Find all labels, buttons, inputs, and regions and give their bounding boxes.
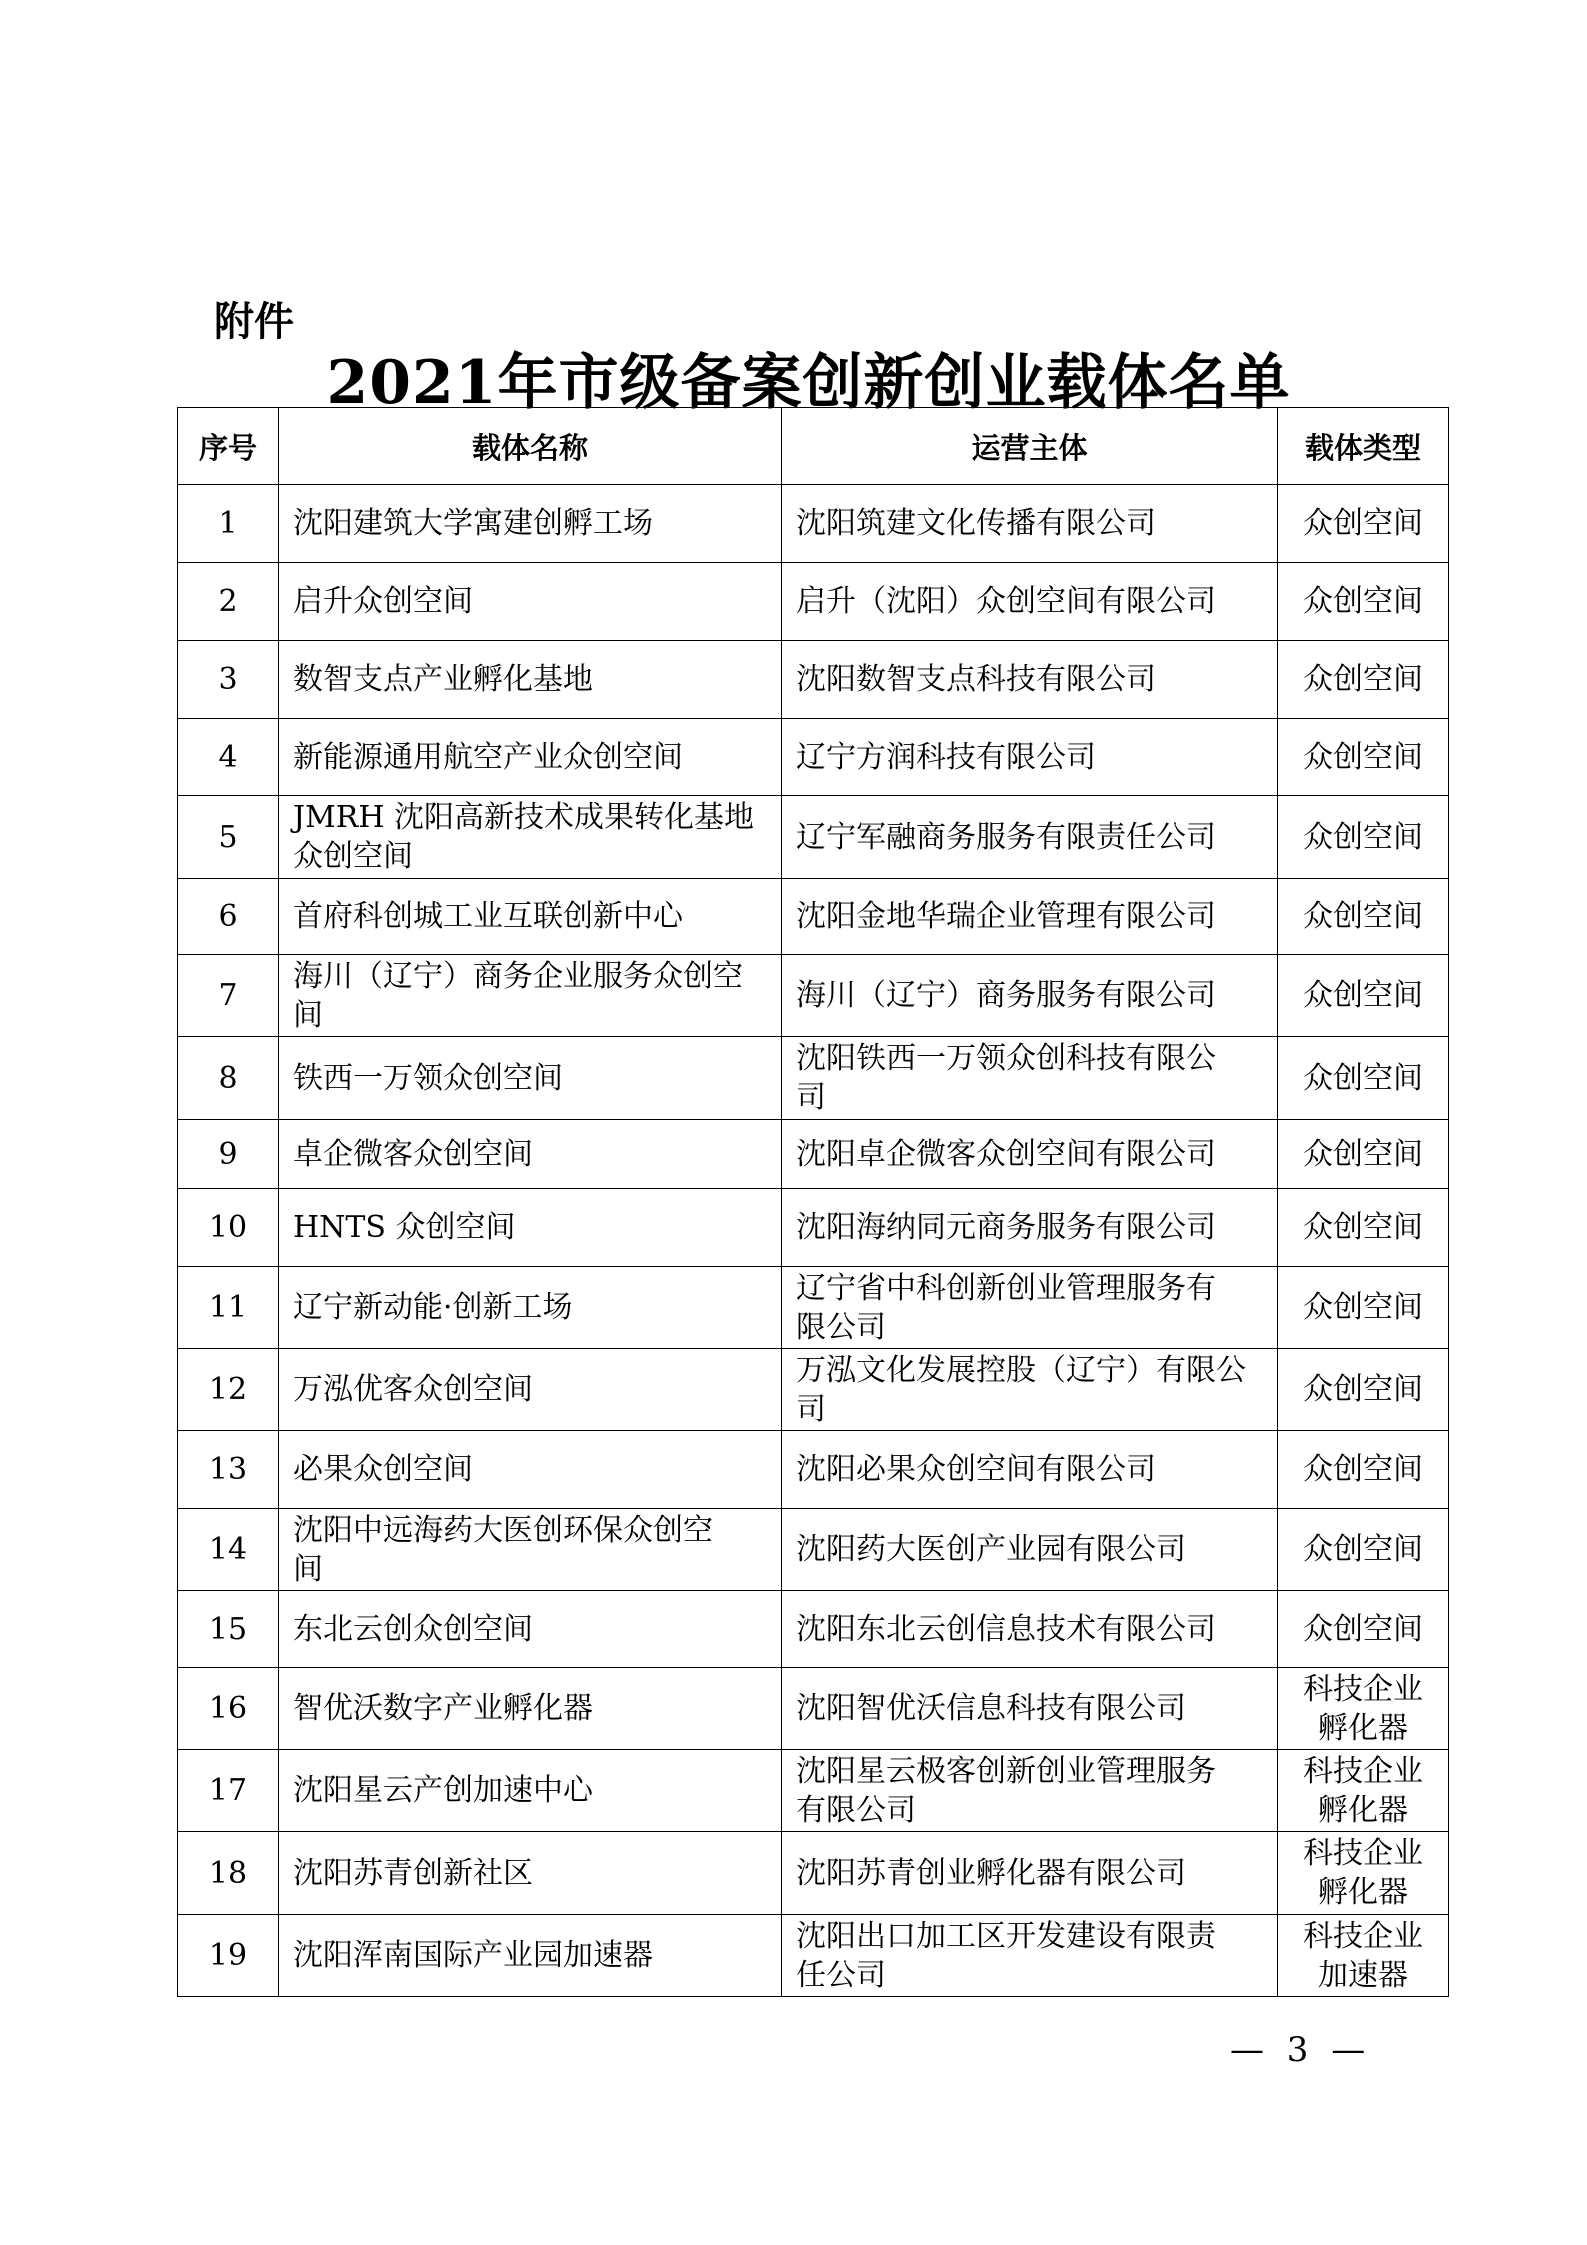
table-row xyxy=(178,485,1449,563)
carrier-type: 众创空间 xyxy=(1278,1349,1449,1431)
operator-name: 沈阳筑建文化传播有限公司 xyxy=(782,485,1278,563)
table-row xyxy=(178,1349,1449,1431)
table-row xyxy=(178,1120,1449,1189)
row-number: 7 xyxy=(178,955,279,1037)
carrier-name: 首府科创城工业互联创新中心 xyxy=(279,879,782,955)
carrier-name: 沈阳星云产创加速中心 xyxy=(279,1750,782,1832)
carrier-type: 众创空间 xyxy=(1278,1189,1449,1267)
operator-name: 沈阳智优沃信息科技有限公司 xyxy=(782,1668,1278,1750)
operator-name: 启升（沈阳）众创空间有限公司 xyxy=(782,563,1278,641)
table-row xyxy=(178,1189,1449,1267)
table-row xyxy=(178,719,1449,796)
row-number: 16 xyxy=(178,1668,279,1750)
carrier-type: 众创空间 xyxy=(1278,1037,1449,1120)
carrier-name: 智优沃数字产业孵化器 xyxy=(279,1668,782,1750)
header-name: 载体名称 xyxy=(279,408,782,485)
carrier-name: 铁西一万领众创空间 xyxy=(279,1037,782,1120)
carrier-type: 众创空间 xyxy=(1278,1509,1449,1591)
header-type: 载体类型 xyxy=(1278,408,1449,485)
operator-name: 沈阳药大医创产业园有限公司 xyxy=(782,1509,1278,1591)
carrier-name: JMRH 沈阳高新技术成果转化基地 众创空间 xyxy=(279,796,782,879)
header-no: 序号 xyxy=(178,408,279,485)
carrier-name: 新能源通用航空产业众创空间 xyxy=(279,719,782,796)
table-row xyxy=(178,1750,1449,1832)
row-number: 4 xyxy=(178,719,279,796)
row-number: 11 xyxy=(178,1267,279,1349)
carrier-type: 科技企业 孵化器 xyxy=(1278,1668,1449,1750)
carrier-type: 众创空间 xyxy=(1278,485,1449,563)
carrier-type: 众创空间 xyxy=(1278,879,1449,955)
table-row xyxy=(178,1431,1449,1509)
carrier-type: 众创空间 xyxy=(1278,719,1449,796)
carrier-type: 众创空间 xyxy=(1278,796,1449,879)
row-number: 1 xyxy=(178,485,279,563)
operator-name: 沈阳苏青创业孵化器有限公司 xyxy=(782,1832,1278,1915)
operator-name: 辽宁省中科创新创业管理服务有 限公司 xyxy=(782,1267,1278,1349)
operator-name: 海川（辽宁）商务服务有限公司 xyxy=(782,955,1278,1037)
row-number: 18 xyxy=(178,1832,279,1915)
carrier-name: HNTS 众创空间 xyxy=(279,1189,782,1267)
row-number: 3 xyxy=(178,641,279,719)
operator-name: 沈阳海纳同元商务服务有限公司 xyxy=(782,1189,1278,1267)
carrier-name: 启升众创空间 xyxy=(279,563,782,641)
header-operator: 运营主体 xyxy=(782,408,1278,485)
carrier-name: 沈阳中远海药大医创环保众创空 间 xyxy=(279,1509,782,1591)
table-row xyxy=(178,1668,1449,1750)
carrier-type: 众创空间 xyxy=(1278,563,1449,641)
carrier-name: 海川（辽宁）商务企业服务众创空 间 xyxy=(279,955,782,1037)
table-row xyxy=(178,641,1449,719)
page-number: — 3 — xyxy=(1230,2030,1372,2070)
row-number: 14 xyxy=(178,1509,279,1591)
table-row xyxy=(178,1915,1449,1997)
operator-name: 沈阳金地华瑞企业管理有限公司 xyxy=(782,879,1278,955)
operator-name: 沈阳必果众创空间有限公司 xyxy=(782,1431,1278,1509)
table-row xyxy=(178,796,1449,879)
row-number: 8 xyxy=(178,1037,279,1120)
carrier-type: 众创空间 xyxy=(1278,1120,1449,1189)
row-number: 6 xyxy=(178,879,279,955)
carrier-type: 科技企业 加速器 xyxy=(1278,1915,1449,1997)
carrier-name: 必果众创空间 xyxy=(279,1431,782,1509)
operator-name: 沈阳出口加工区开发建设有限责 任公司 xyxy=(782,1915,1278,1997)
carrier-name: 东北云创众创空间 xyxy=(279,1591,782,1668)
attachment-label: 附件 xyxy=(214,299,294,345)
table-row xyxy=(178,1591,1449,1668)
carrier-name: 数智支点产业孵化基地 xyxy=(279,641,782,719)
carrier-type: 科技企业 孵化器 xyxy=(1278,1750,1449,1832)
table-row xyxy=(178,1509,1449,1591)
table-row xyxy=(178,1037,1449,1120)
row-number: 12 xyxy=(178,1349,279,1431)
operator-name: 沈阳数智支点科技有限公司 xyxy=(782,641,1278,719)
carrier-name: 万泓优客众创空间 xyxy=(279,1349,782,1431)
row-number: 19 xyxy=(178,1915,279,1997)
table-row xyxy=(178,1832,1449,1915)
carrier-name: 沈阳苏青创新社区 xyxy=(279,1832,782,1915)
carrier-type: 众创空间 xyxy=(1278,1431,1449,1509)
carrier-type: 众创空间 xyxy=(1278,1591,1449,1668)
table-header-row xyxy=(178,408,1449,485)
carrier-type: 科技企业 孵化器 xyxy=(1278,1832,1449,1915)
table-row xyxy=(178,955,1449,1037)
row-number: 15 xyxy=(178,1591,279,1668)
carrier-type: 众创空间 xyxy=(1278,1267,1449,1349)
table-row xyxy=(178,879,1449,955)
operator-name: 辽宁方润科技有限公司 xyxy=(782,719,1278,796)
operator-name: 沈阳星云极客创新创业管理服务 有限公司 xyxy=(782,1750,1278,1832)
row-number: 17 xyxy=(178,1750,279,1832)
row-number: 2 xyxy=(178,563,279,641)
table-row xyxy=(178,1267,1449,1349)
carrier-name: 卓企微客众创空间 xyxy=(279,1120,782,1189)
table-row xyxy=(178,563,1449,641)
row-number: 13 xyxy=(178,1431,279,1509)
carrier-name: 沈阳建筑大学寓建创孵工场 xyxy=(279,485,782,563)
operator-name: 万泓文化发展控股（辽宁）有限公 司 xyxy=(782,1349,1278,1431)
operator-name: 沈阳铁西一万领众创科技有限公 司 xyxy=(782,1037,1278,1120)
carrier-type: 众创空间 xyxy=(1278,955,1449,1037)
carrier-name: 辽宁新动能·创新工场 xyxy=(279,1267,782,1349)
carrier-type: 众创空间 xyxy=(1278,641,1449,719)
carrier-list-table xyxy=(177,407,1449,1997)
operator-name: 沈阳卓企微客众创空间有限公司 xyxy=(782,1120,1278,1189)
operator-name: 沈阳东北云创信息技术有限公司 xyxy=(782,1591,1278,1668)
document-title: 2021年市级备案创新创业载体名单 xyxy=(326,348,1291,418)
row-number: 5 xyxy=(178,796,279,879)
row-number: 9 xyxy=(178,1120,279,1189)
row-number: 10 xyxy=(178,1189,279,1267)
operator-name: 辽宁军融商务服务有限责任公司 xyxy=(782,796,1278,879)
carrier-name: 沈阳浑南国际产业园加速器 xyxy=(279,1915,782,1997)
